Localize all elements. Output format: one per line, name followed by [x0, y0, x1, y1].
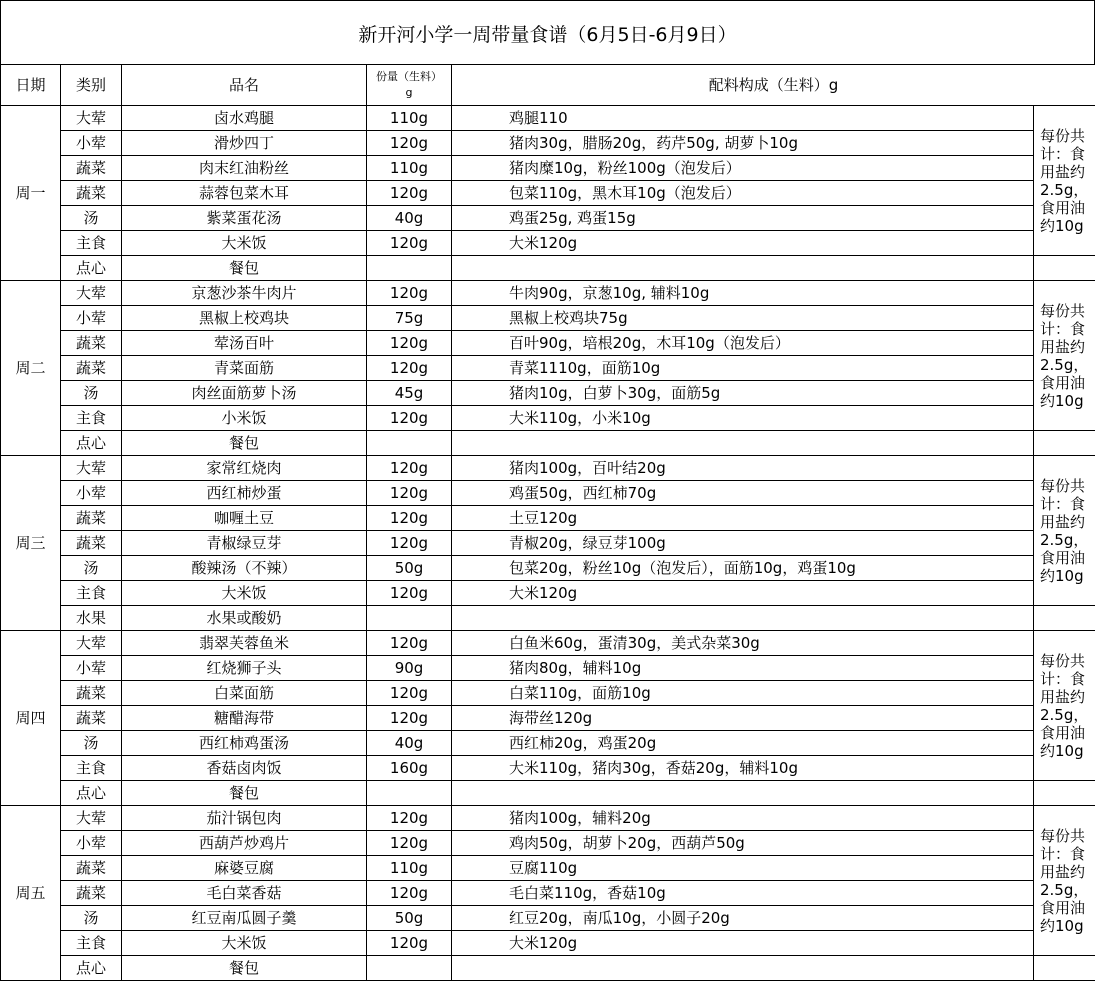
ingredients-cell: 豆腐110g	[452, 856, 1034, 881]
dish-cell: 白菜面筋	[122, 681, 367, 706]
category-cell: 点心	[61, 781, 122, 806]
ingredients-cell: 大米120g	[452, 931, 1034, 956]
dish-cell: 西红柿鸡蛋汤	[122, 731, 367, 756]
table-row	[1, 806, 1095, 831]
category-cell: 主食	[61, 581, 122, 606]
category-cell: 点心	[61, 256, 122, 281]
ingredients-cell: 包菜110g，黑木耳10g（泡发后）	[452, 181, 1034, 206]
note-empty-cell	[1034, 606, 1095, 631]
day-label: 周二	[1, 281, 61, 456]
table-row	[1, 731, 1095, 756]
table-row	[1, 756, 1095, 781]
table-row	[1, 256, 1095, 281]
table-row	[1, 831, 1095, 856]
table-row	[1, 106, 1095, 131]
day-label: 周三	[1, 456, 61, 631]
header-date: 日期	[1, 65, 61, 106]
table-row	[1, 681, 1095, 706]
table-row	[1, 606, 1095, 631]
dish-cell: 毛白菜香菇	[122, 881, 367, 906]
category-cell: 大荤	[61, 631, 122, 656]
ingredients-cell: 猪肉80g，辅料10g	[452, 656, 1034, 681]
category-cell: 汤	[61, 381, 122, 406]
category-cell: 大荤	[61, 281, 122, 306]
table-row	[1, 206, 1095, 231]
day-label: 周五	[1, 806, 61, 981]
daily-note: 每份共计：食用盐约2.5g，食用油约10g	[1034, 281, 1095, 431]
ingredients-cell: 猪肉30g，腊肠20g，药芹50g, 胡萝卜10g	[452, 131, 1034, 156]
table-row	[1, 531, 1095, 556]
ingredients-cell: 鸡蛋25g, 鸡蛋15g	[452, 206, 1034, 231]
dish-cell: 黑椒上校鸡块	[122, 306, 367, 331]
dish-cell: 家常红烧肉	[122, 456, 367, 481]
header-category: 类别	[61, 65, 122, 106]
table-row	[1, 381, 1095, 406]
dish-cell: 大米饭	[122, 581, 367, 606]
table-row	[1, 181, 1095, 206]
category-cell: 蔬菜	[61, 181, 122, 206]
ingredients-cell: 青菜1110g，面筋10g	[452, 356, 1034, 381]
portion-cell: 75g	[367, 306, 452, 331]
ingredients-cell: 大米110g，小米10g	[452, 406, 1034, 431]
category-cell: 小荤	[61, 481, 122, 506]
category-cell: 水果	[61, 606, 122, 631]
dish-cell: 卤水鸡腿	[122, 106, 367, 131]
category-cell: 蔬菜	[61, 531, 122, 556]
daily-note: 每份共计：食用盐约2.5g，食用油约10g	[1034, 106, 1095, 256]
dish-cell: 大米饭	[122, 931, 367, 956]
table-row	[1, 906, 1095, 931]
daily-note: 每份共计：食用盐约2.5g，食用油约10g	[1034, 456, 1095, 606]
portion-cell: 120g	[367, 506, 452, 531]
ingredients-cell: 海带丝120g	[452, 706, 1034, 731]
portion-cell: 110g	[367, 856, 452, 881]
portion-cell: 110g	[367, 156, 452, 181]
dish-cell: 肉丝面筋萝卜汤	[122, 381, 367, 406]
table-row	[1, 131, 1095, 156]
header-row	[1, 65, 1095, 106]
note-empty-cell	[1034, 956, 1095, 981]
table-row	[1, 281, 1095, 306]
category-cell: 主食	[61, 931, 122, 956]
category-cell: 小荤	[61, 656, 122, 681]
day-label: 周一	[1, 106, 61, 281]
table-row	[1, 231, 1095, 256]
portion-cell: 120g	[367, 331, 452, 356]
table-row	[1, 931, 1095, 956]
header-dish: 品名	[122, 65, 367, 106]
portion-cell	[367, 606, 452, 631]
category-cell: 蔬菜	[61, 856, 122, 881]
note-empty-cell	[1034, 781, 1095, 806]
category-cell: 汤	[61, 556, 122, 581]
portion-cell: 120g	[367, 181, 452, 206]
menu-rows	[1, 106, 1095, 981]
header-portion-line2: g	[405, 86, 413, 99]
dish-cell: 茄汁锅包肉	[122, 806, 367, 831]
portion-cell	[367, 956, 452, 981]
portion-cell: 120g	[367, 356, 452, 381]
category-cell: 蔬菜	[61, 706, 122, 731]
header-portion-line1: 份量（生料）	[376, 70, 442, 83]
portion-cell: 40g	[367, 206, 452, 231]
category-cell: 小荤	[61, 131, 122, 156]
table-row	[1, 331, 1095, 356]
ingredients-cell: 鸡肉50g，胡萝卜20g，西葫芦50g	[452, 831, 1034, 856]
portion-cell: 120g	[367, 706, 452, 731]
ingredients-cell: 包菜20g，粉丝10g（泡发后），面筋10g，鸡蛋10g	[452, 556, 1034, 581]
portion-cell: 90g	[367, 656, 452, 681]
category-cell: 蔬菜	[61, 881, 122, 906]
portion-cell: 120g	[367, 681, 452, 706]
table-row	[1, 856, 1095, 881]
category-cell: 蔬菜	[61, 681, 122, 706]
category-cell: 小荤	[61, 306, 122, 331]
portion-cell: 120g	[367, 281, 452, 306]
category-cell: 蔬菜	[61, 356, 122, 381]
dish-cell: 西红柿炒蛋	[122, 481, 367, 506]
dish-cell: 糖醋海带	[122, 706, 367, 731]
category-cell: 大荤	[61, 456, 122, 481]
dish-cell: 青菜面筋	[122, 356, 367, 381]
table-row	[1, 631, 1095, 656]
note-empty-cell	[1034, 256, 1095, 281]
dish-cell: 餐包	[122, 256, 367, 281]
ingredients-cell: 大米110g，猪肉30g，香菇20g，辅料10g	[452, 756, 1034, 781]
category-cell: 汤	[61, 206, 122, 231]
dish-cell: 荤汤百叶	[122, 331, 367, 356]
table-row	[1, 506, 1095, 531]
dish-cell: 咖喱土豆	[122, 506, 367, 531]
dish-cell: 青椒绿豆芽	[122, 531, 367, 556]
ingredients-cell	[452, 256, 1034, 281]
portion-cell: 160g	[367, 756, 452, 781]
portion-cell	[367, 781, 452, 806]
portion-cell: 120g	[367, 131, 452, 156]
portion-cell: 110g	[367, 106, 452, 131]
ingredients-cell	[452, 606, 1034, 631]
portion-cell: 120g	[367, 881, 452, 906]
dish-cell: 西葫芦炒鸡片	[122, 831, 367, 856]
portion-cell: 120g	[367, 631, 452, 656]
category-cell: 主食	[61, 231, 122, 256]
dish-cell: 香菇卤肉饭	[122, 756, 367, 781]
ingredients-cell: 土豆120g	[452, 506, 1034, 531]
note-empty-cell	[1034, 431, 1095, 456]
category-cell: 汤	[61, 906, 122, 931]
category-cell: 汤	[61, 731, 122, 756]
daily-note: 每份共计：食用盐约2.5g，食用油约10g	[1034, 806, 1095, 956]
portion-cell: 45g	[367, 381, 452, 406]
ingredients-cell	[452, 781, 1034, 806]
table-row	[1, 431, 1095, 456]
category-cell: 蔬菜	[61, 506, 122, 531]
portion-cell: 120g	[367, 806, 452, 831]
header-ingredients: 配料构成（生料）g	[452, 65, 1095, 106]
dish-cell: 餐包	[122, 431, 367, 456]
ingredients-cell: 猪肉100g，百叶结20g	[452, 456, 1034, 481]
portion-cell	[367, 256, 452, 281]
portion-cell: 120g	[367, 231, 452, 256]
portion-cell: 120g	[367, 581, 452, 606]
ingredients-cell: 大米120g	[452, 231, 1034, 256]
portion-cell: 120g	[367, 831, 452, 856]
dish-cell: 滑炒四丁	[122, 131, 367, 156]
weekly-menu-table	[0, 64, 1095, 981]
dish-cell: 红烧狮子头	[122, 656, 367, 681]
dish-cell: 麻婆豆腐	[122, 856, 367, 881]
dish-cell: 京葱沙茶牛肉片	[122, 281, 367, 306]
table-row	[1, 306, 1095, 331]
ingredients-cell: 红豆20g，南瓜10g，小圆子20g	[452, 906, 1034, 931]
dish-cell: 酸辣汤（不辣）	[122, 556, 367, 581]
daily-note: 每份共计：食用盐约2.5g，食用油约10g	[1034, 631, 1095, 781]
category-cell: 点心	[61, 956, 122, 981]
dish-cell: 小米饭	[122, 406, 367, 431]
dish-cell: 肉末红油粉丝	[122, 156, 367, 181]
ingredients-cell: 毛白菜110g，香菇10g	[452, 881, 1034, 906]
portion-cell: 120g	[367, 931, 452, 956]
table-row	[1, 956, 1095, 981]
ingredients-cell: 青椒20g，绿豆芽100g	[452, 531, 1034, 556]
ingredients-cell	[452, 431, 1034, 456]
ingredients-cell: 牛肉90g，京葱10g, 辅料10g	[452, 281, 1034, 306]
header-portion	[367, 65, 452, 106]
category-cell: 小荤	[61, 831, 122, 856]
dish-cell: 红豆南瓜圆子羹	[122, 906, 367, 931]
portion-cell: 40g	[367, 731, 452, 756]
portion-cell: 120g	[367, 531, 452, 556]
category-cell: 主食	[61, 756, 122, 781]
portion-cell: 50g	[367, 556, 452, 581]
portion-cell	[367, 431, 452, 456]
category-cell: 点心	[61, 431, 122, 456]
dish-cell: 餐包	[122, 956, 367, 981]
category-cell: 大荤	[61, 806, 122, 831]
day-label: 周四	[1, 631, 61, 806]
portion-cell: 50g	[367, 906, 452, 931]
table-row	[1, 656, 1095, 681]
dish-cell: 紫菜蛋花汤	[122, 206, 367, 231]
portion-cell: 120g	[367, 481, 452, 506]
table-row	[1, 156, 1095, 181]
portion-cell: 120g	[367, 456, 452, 481]
table-row	[1, 356, 1095, 381]
table-row	[1, 706, 1095, 731]
dish-cell: 餐包	[122, 781, 367, 806]
ingredients-cell: 白菜110g，面筋10g	[452, 681, 1034, 706]
table-row	[1, 406, 1095, 431]
portion-cell: 120g	[367, 406, 452, 431]
table-row	[1, 556, 1095, 581]
table-row	[1, 581, 1095, 606]
category-cell: 主食	[61, 406, 122, 431]
ingredients-cell: 猪肉100g，辅料20g	[452, 806, 1034, 831]
table-row	[1, 481, 1095, 506]
category-cell: 蔬菜	[61, 156, 122, 181]
page-title: 新开河小学一周带量食谱（6月5日-6月9日）	[0, 0, 1095, 65]
dish-cell: 大米饭	[122, 231, 367, 256]
ingredients-cell: 白鱼米60g，蛋清30g，美式杂菜30g	[452, 631, 1034, 656]
ingredients-cell: 黑椒上校鸡块75g	[452, 306, 1034, 331]
ingredients-cell: 鸡腿110	[452, 106, 1034, 131]
ingredients-cell: 鸡蛋50g，西红柿70g	[452, 481, 1034, 506]
ingredients-cell: 大米120g	[452, 581, 1034, 606]
table-row	[1, 781, 1095, 806]
ingredients-cell: 百叶90g，培根20g，木耳10g（泡发后）	[452, 331, 1034, 356]
dish-cell: 翡翠芙蓉鱼米	[122, 631, 367, 656]
ingredients-cell: 猪肉10g，白萝卜30g，面筋5g	[452, 381, 1034, 406]
ingredients-cell: 西红柿20g，鸡蛋20g	[452, 731, 1034, 756]
ingredients-cell	[452, 956, 1034, 981]
dish-cell: 蒜蓉包菜木耳	[122, 181, 367, 206]
ingredients-cell: 猪肉糜10g，粉丝100g（泡发后）	[452, 156, 1034, 181]
category-cell: 大荤	[61, 106, 122, 131]
category-cell: 蔬菜	[61, 331, 122, 356]
table-row	[1, 456, 1095, 481]
table-row	[1, 881, 1095, 906]
dish-cell: 水果或酸奶	[122, 606, 367, 631]
